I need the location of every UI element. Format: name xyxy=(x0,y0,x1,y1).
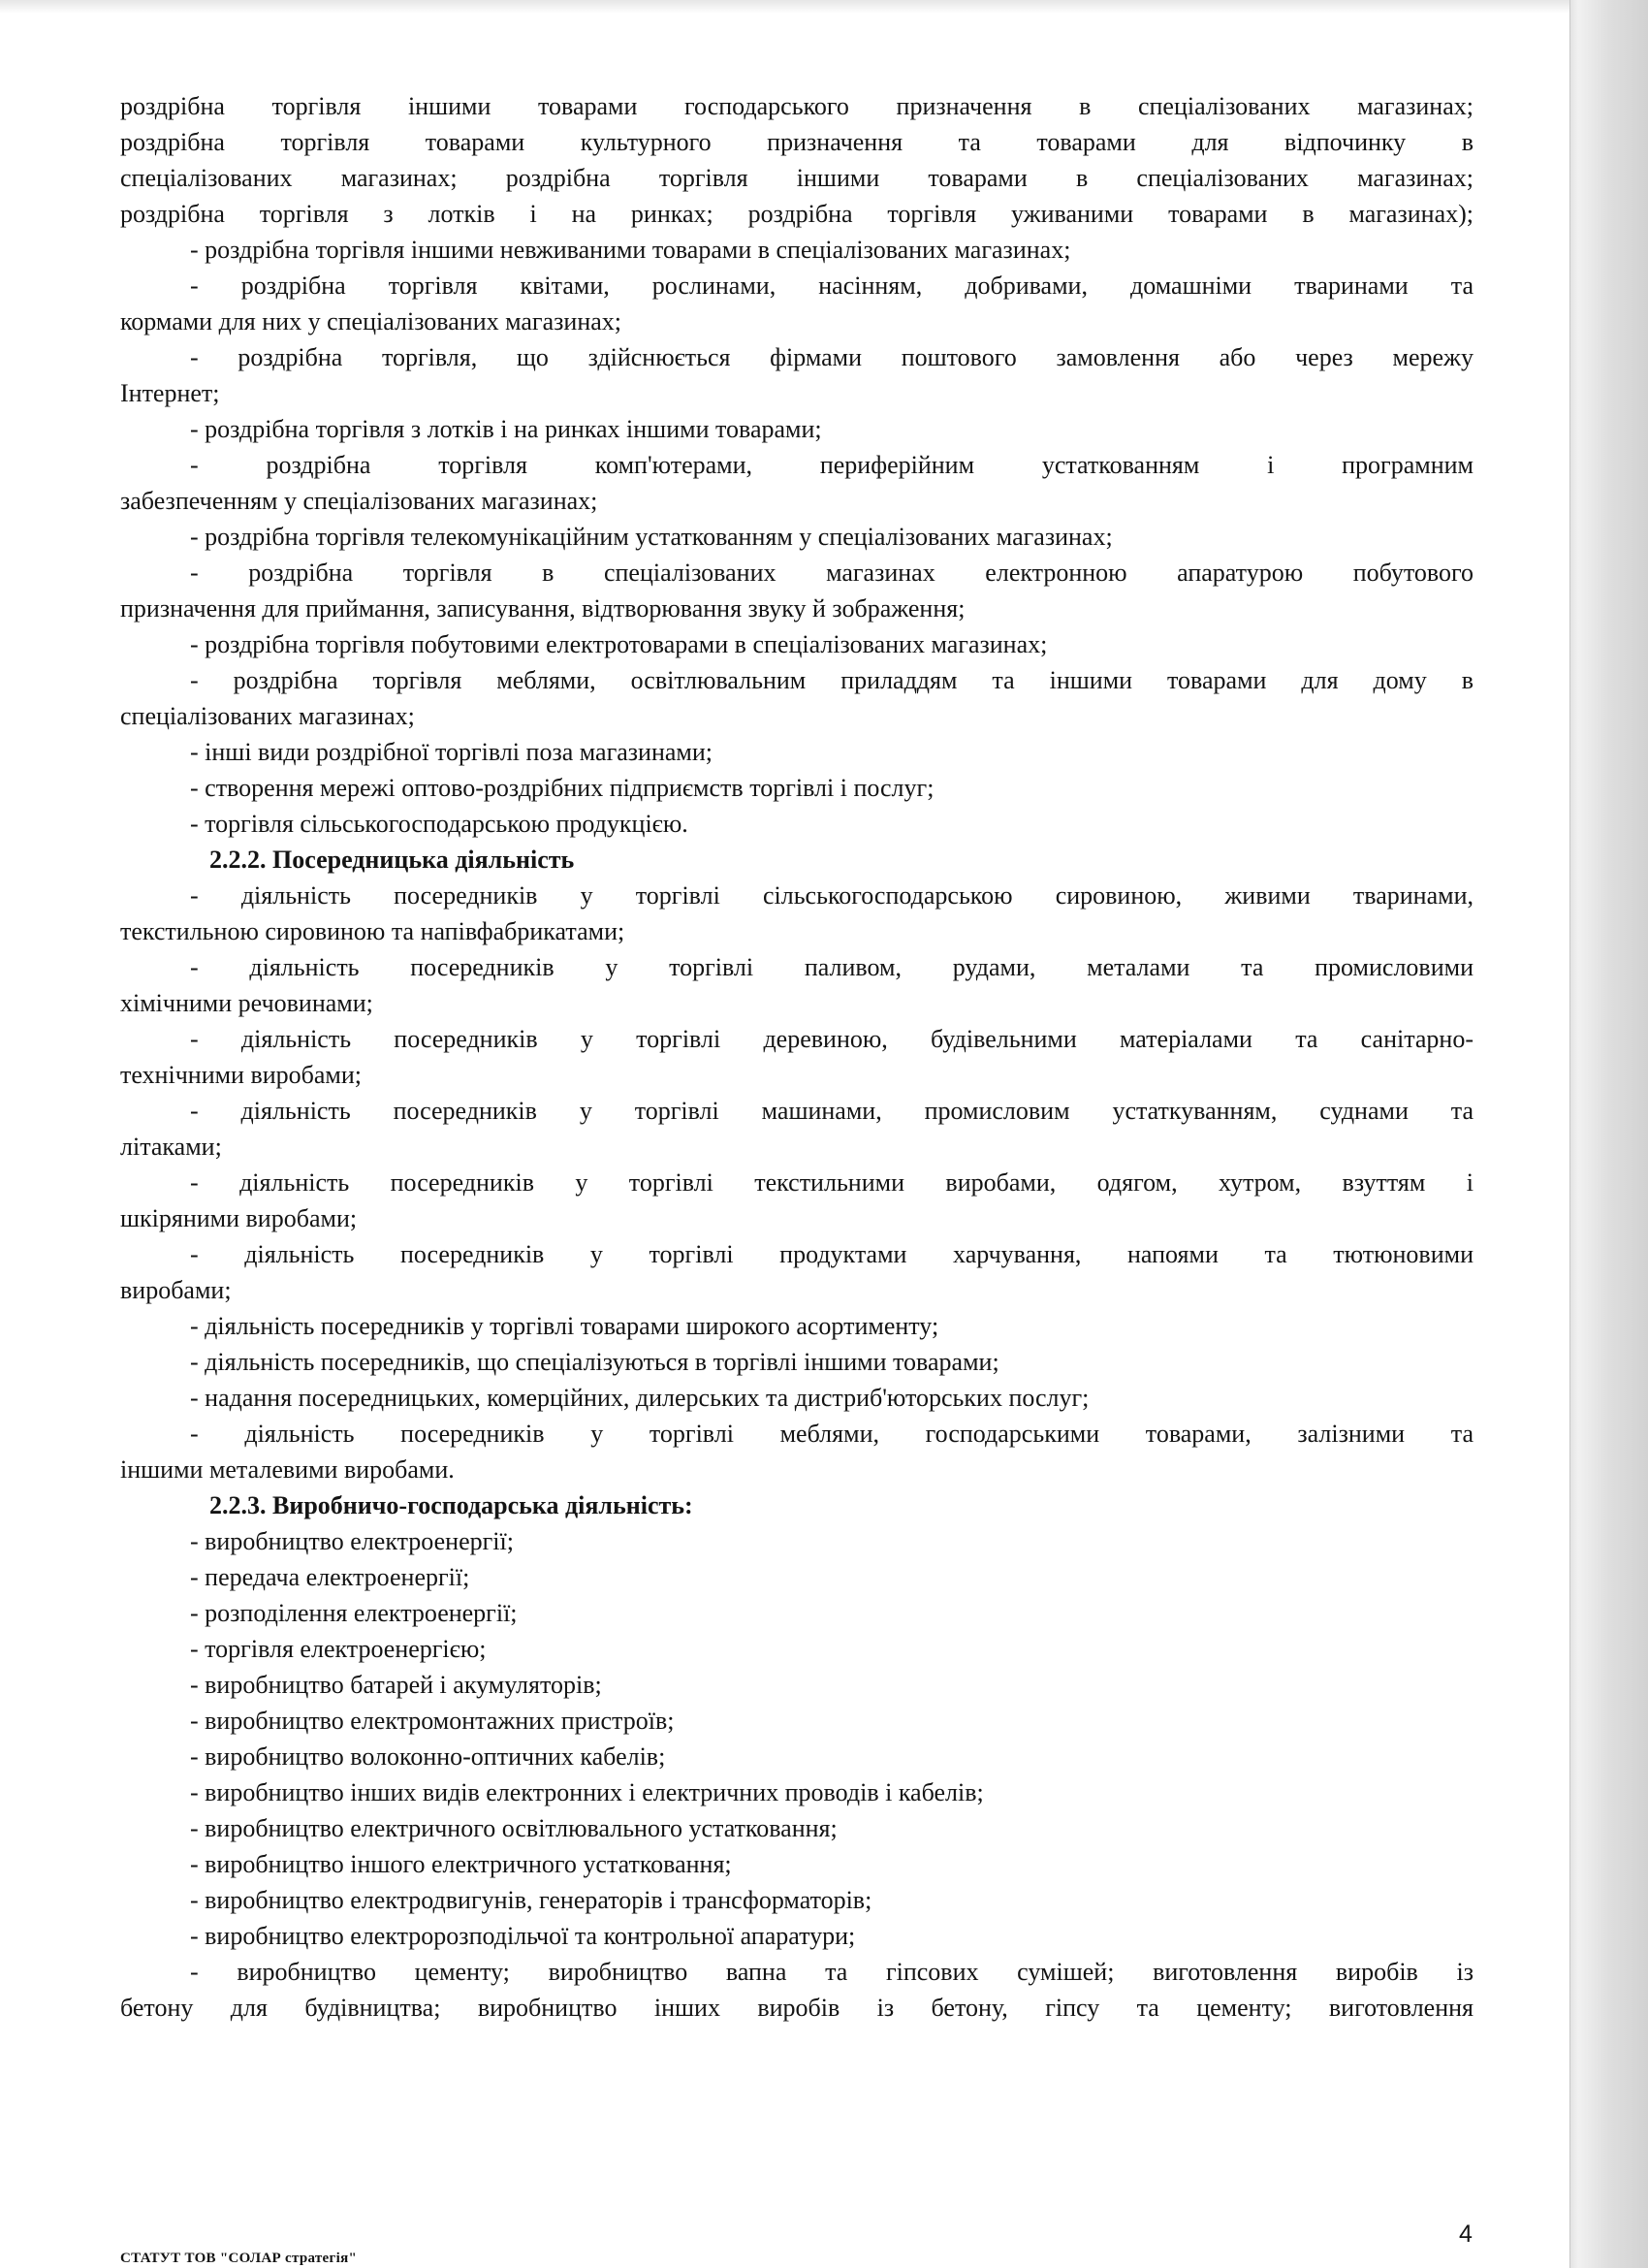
list-item: - роздрібна торгівля в спеціалізованих магазинах електронною апаратурою побутового xyxy=(190,559,1474,587)
list-item: - діяльність посередників у торгівлі машинами, промисловим устаткуванням, суднами та xyxy=(190,1097,1474,1125)
text-line: виробами; xyxy=(120,1276,232,1304)
text-line: технічними виробами; xyxy=(120,1061,363,1089)
list-item: - роздрібна торгівля телекомунікаційним устаткованням у спеціалізованих магазинах; xyxy=(190,523,1113,551)
list-item: - виробництво електроенергії; xyxy=(190,1527,514,1555)
text-line: хімічними речовинами; xyxy=(120,989,373,1017)
list-item: - виробництво електромонтажних пристроїв; xyxy=(190,1707,675,1735)
list-item: - передача електроенергії; xyxy=(190,1563,470,1591)
text-line: шкіряними виробами; xyxy=(120,1204,358,1232)
list-item: - виробництво цементу; виробництво вапна та гіпсових сумішей; виготовлення виробів із xyxy=(190,1958,1474,1986)
list-item: - інші види роздрібної торгівлі поза магазинами; xyxy=(190,738,713,766)
list-item: - торгівля сільськогосподарською продукцією. xyxy=(190,810,688,838)
document-footer: СТАТУТ ТОВ "СОЛАР стратегія" xyxy=(120,2251,358,2266)
next-page-edge xyxy=(1569,0,1648,2268)
list-item: - виробництво батарей і акумуляторів; xyxy=(190,1671,602,1699)
list-item: - роздрібна торгівля побутовими електротоварами в спеціалізованих магазинах; xyxy=(190,630,1048,658)
text-line: бетону для будівництва; виробництво інших виробів із бетону, гіпсу та цементу; виготовлення xyxy=(120,1994,1474,2022)
list-item: - створення мережі оптово-роздрібних підприємств торгівлі і послуг; xyxy=(190,774,935,802)
page-number: 4 xyxy=(1459,2220,1473,2248)
text-line: роздрібна торгівля іншими товарами господарського призначення в спеціалізованих магазинах; xyxy=(120,92,1474,120)
list-item: - діяльність посередників у торгівлі товарами широкого асортименту; xyxy=(190,1312,939,1340)
list-item: - розподілення електроенергії; xyxy=(190,1599,518,1627)
text-line: іншими металевими виробами. xyxy=(120,1455,455,1484)
list-item: - виробництво електричного освітлювального устатковання; xyxy=(190,1814,838,1842)
text-line: текстильною сировиною та напівфабрикатами; xyxy=(120,917,625,945)
text-line: призначення для приймання, записування, відтворювання звуку й зображення; xyxy=(120,594,966,623)
list-item: - діяльність посередників у торгівлі сільськогосподарською сировиною, живими тваринами, xyxy=(190,881,1474,910)
text-line: забезпеченням у спеціалізованих магазинах; xyxy=(120,487,598,515)
list-item: - виробництво електродвигунів, генераторів і трансформаторів; xyxy=(190,1886,872,1914)
list-item: - виробництво волоконно-оптичних кабелів; xyxy=(190,1742,666,1771)
list-item: - роздрібна торгівля іншими невживаними товарами в спеціалізованих магазинах; xyxy=(190,236,1071,264)
list-item: - діяльність посередників у торгівлі продуктами харчування, напоями та тютюновими xyxy=(190,1240,1474,1268)
list-item: - роздрібна торгівля комп'ютерами, периферійним устаткованням і програмним xyxy=(190,451,1474,479)
list-item: - торгівля електроенергією; xyxy=(190,1635,487,1663)
text-line: роздрібна торгівля товарами культурного призначення та товарами для відпочинку в xyxy=(120,128,1474,156)
list-item: - роздрібна торгівля меблями, освітлювальним приладдям та іншими товарами для дому в xyxy=(190,666,1474,694)
list-item: - діяльність посередників у торгівлі паливом, рудами, металами та промисловими xyxy=(190,953,1474,981)
list-item: - роздрібна торгівля, що здійснюється фірмами поштового замовлення або через мережу xyxy=(190,343,1474,371)
list-item: - надання посередницьких, комерційних, дилерських та дистриб'юторських послуг; xyxy=(190,1384,1090,1412)
list-item: - роздрібна торгівля з лотків і на ринках іншими товарами; xyxy=(190,415,822,443)
list-item: - діяльність посередників у торгівлі деревиною, будівельними матеріалами та санітарно- xyxy=(190,1025,1474,1053)
list-item: - діяльність посередників, що спеціалізуються в торгівлі іншими товарами; xyxy=(190,1348,999,1376)
text-line: кормами для них у спеціалізованих магазинах; xyxy=(120,307,621,335)
list-item: - виробництво іншого електричного устатковання; xyxy=(190,1850,732,1878)
section-heading: 2.2.3. Виробничо-господарська діяльність: xyxy=(209,1491,693,1519)
list-item: - виробництво електророзподільчої та контрольної апаратури; xyxy=(190,1922,856,1950)
list-item: - діяльність посередників у торгівлі текстильними виробами, одягом, хутром, взуттям і xyxy=(190,1168,1474,1197)
section-heading: 2.2.2. Посередницька діяльність xyxy=(209,846,575,874)
text-line: спеціалізованих магазинах; xyxy=(120,702,415,730)
list-item: - роздрібна торгівля квітами, рослинами, насінням, добривами, домашніми тваринами та xyxy=(190,272,1474,300)
list-item: - діяльність посередників у торгівлі меблями, господарськими товарами, залізними та xyxy=(190,1420,1474,1448)
text-line: роздрібна торгівля з лотків і на ринках; роздрібна торгівля уживаними товарами в магазинах); xyxy=(120,200,1474,228)
text-line: літаками; xyxy=(120,1133,222,1161)
text-line: Інтернет; xyxy=(120,379,220,407)
page-top-shadow xyxy=(0,0,1570,14)
text-line: спеціалізованих магазинах; роздрібна торгівля іншими товарами в спеціалізованих магазинах; xyxy=(120,164,1474,192)
list-item: - виробництво інших видів електронних і електричних проводів і кабелів; xyxy=(190,1778,984,1806)
